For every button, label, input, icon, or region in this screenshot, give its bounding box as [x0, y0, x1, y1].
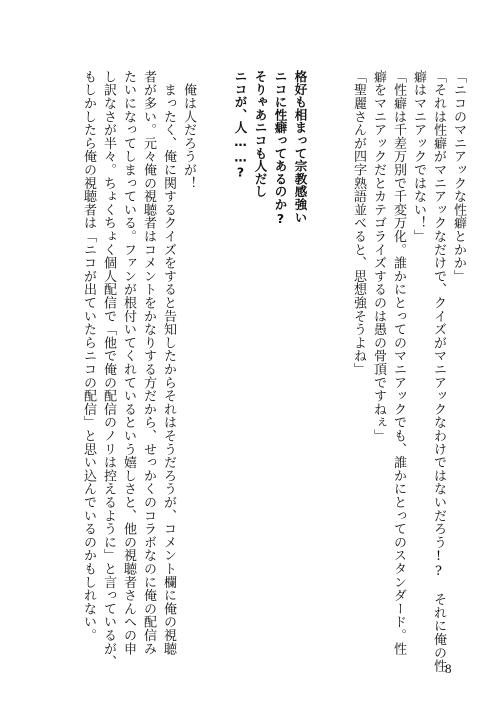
- dialogue-line: 「ニコのマニアックな性癖とかか」: [451, 70, 466, 283]
- narration-line: もしかしたら俺の視聴者は「ニコが出ていたらニコの配信」と思い込んでいるのかもしれない。: [81, 70, 96, 642]
- dialogue-line: 「それは性癖がマニアックなだけで、クイズがマニアックなわけではないだろう!? それに俺の性: [431, 70, 446, 673]
- chat-comment: ニコに性癖ってあるのか?: [273, 70, 288, 227]
- chat-comment: そりゃあニコも人だし: [253, 70, 268, 198]
- narration-line: 俺は人だろうが！: [181, 70, 196, 190]
- narration-line: 者が多い。元々俺の視聴者はコメントをかなりする方だから、せっかくのコラボなのに俺の配信み: [141, 70, 156, 656]
- dialogue-line: 「性癖は千差万別で千変万化。誰かにとってのマニアックでも、誰かにとってのスタンダード。性: [391, 70, 406, 656]
- dialogue-line: 「聖麗さんが四字熟語並べると、思想強そうよね」: [351, 70, 366, 376]
- chat-comment: ニコが、人……?: [233, 70, 248, 180]
- chat-comment: 格好も相まって宗教感強い: [293, 70, 308, 224]
- dialogue-line: 癖をマニアックだとカテゴライズするのは愚の骨頂ですねぇ」: [371, 70, 386, 443]
- page-number: 8: [445, 661, 452, 676]
- narration-line: たいになってしまっている。ファンが根付いてくれているという嬉しさと、他の視聴者さんへの申: [121, 70, 136, 656]
- narration-line: し訳なさが半々。ちょくちょく個人配信で「他で俺の配信のノリは控えるように」と言っているが、: [101, 70, 116, 669]
- dialogue-line: 癖はマニアックではない！」: [411, 70, 426, 243]
- narration-line: まったく、俺に関するクイズをすると告知したからそれはそうだろうが、コメント欄に俺の視聴: [161, 70, 176, 656]
